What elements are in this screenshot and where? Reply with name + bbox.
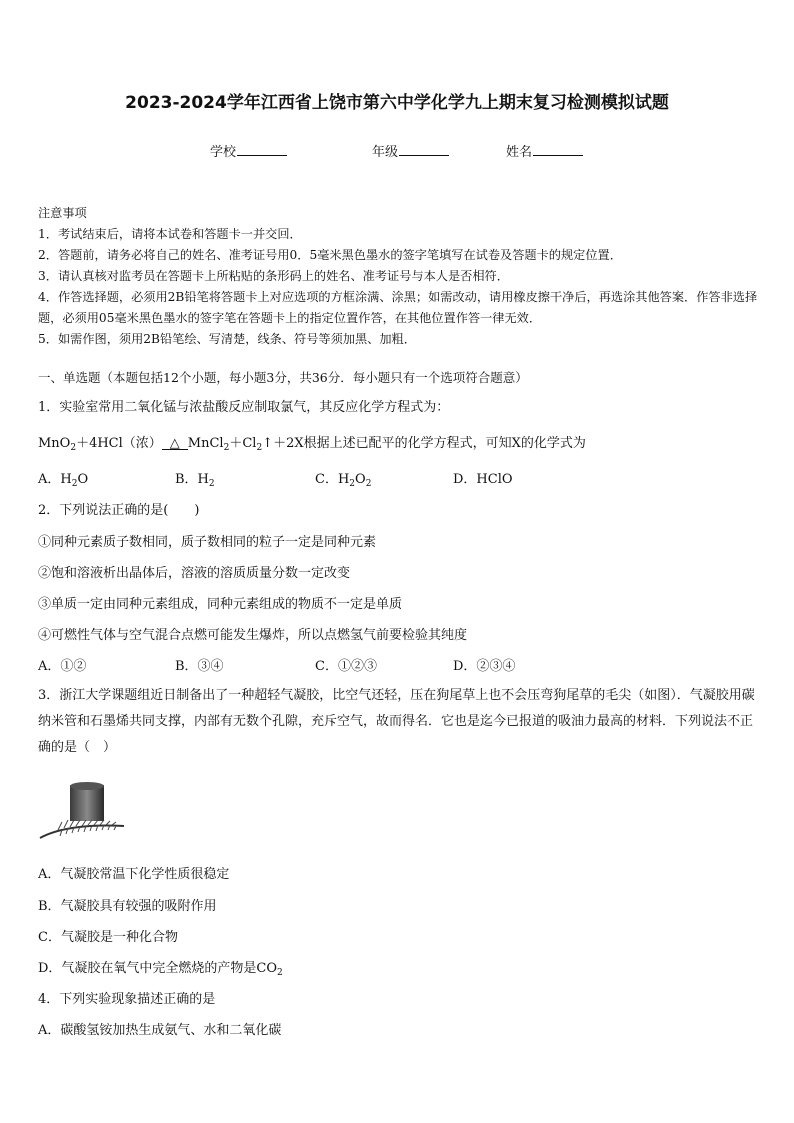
aerogel-illustration [38,780,128,848]
q1-equation [38,432,762,451]
grade-label: 年级 [372,145,399,160]
eq-sub: 2 [70,443,77,453]
q2-option-c[interactable]: C．①②③ [315,659,377,674]
q1-stem: 1．实验室常用二氧化锰与浓盐酸反应制取氯气，其反应化学方程式为： [38,400,450,415]
eq-mncl: MnCl [187,436,224,451]
eq-cl: ＋Cl [229,436,257,451]
q3-option-c[interactable]: C．气凝胶是一种化合物 [38,930,178,945]
q3-option-d[interactable]: D．气凝胶在氧气中完全燃烧的产物是$CO_2$ [38,961,283,978]
school-blank[interactable] [237,143,287,156]
grass-stem [40,826,124,839]
q3-option-a[interactable]: A．气凝胶常温下化学性质很稳定 [38,867,230,882]
eq-mno2: MnO [38,436,71,451]
aerogel-on-grass-image [38,780,128,852]
q2-option-a[interactable]: A．①② [38,659,87,674]
q2-option-d[interactable]: D．②③④ [453,659,516,674]
q4-stem: 4．下列实验现象描述正确的是 [38,992,216,1007]
q1-option-d[interactable]: D．HClO [453,472,513,487]
notice-item-5: 5．如需作图，须用2B铅笔绘、写清楚，线条、符号等须加黑、加粗． [38,332,416,346]
q1-option-c[interactable]: C．$H_2O_2$ [315,472,372,489]
grade-field[interactable] [372,141,449,160]
aerogel-top [70,782,104,790]
grade-blank[interactable] [399,143,449,156]
notice-heading: 注意事项 [38,206,87,220]
name-field[interactable] [506,141,583,160]
q1-option-b[interactable]: B．$H_2$ [175,472,215,489]
eq-sub: 2 [223,443,230,453]
q2-statement-1: ①同种元素质子数相同，质子数相同的粒子一定是同种元素 [38,535,377,550]
q1-option-a[interactable]: A．$H_2O$ [38,472,89,489]
name-label: 姓名 [506,145,533,160]
q2-stem: 2．下列说法正确的是( ) [38,503,200,518]
q2-option-b[interactable]: B．③④ [175,659,224,674]
aerogel-block [70,785,104,821]
notice-item-1: 1．考试结束后，请将本试卷和答题卡一并交回． [38,227,302,241]
eq-hcl: ＋4HCl（浓） [76,436,162,451]
heat-delta-icon: △ [162,436,188,451]
page-title: 2023-2024学年江西省上饶市第六中学化学九上期末复习检测模拟试题 [125,93,669,113]
q2-statement-4: ④可燃性气体与空气混合点燃可能发生爆炸，所以点燃氢气前要检验其纯度 [38,628,468,643]
school-field[interactable] [210,141,287,160]
q2-statement-3: ③单质一定由同种元素组成，同种元素组成的物质不一定是单质 [38,597,403,612]
q4-option-a[interactable]: A．碳酸氢铵加热生成氨气、水和二氧化碳 [38,1023,282,1038]
notice-section [38,203,762,350]
eq-sub: 2 [256,443,263,453]
section-heading: 一、单选题（本题包括12个小题，每小题3分，共36分．每小题只有一个选项符合题意） [38,370,528,385]
school-label: 学校 [210,145,237,160]
name-blank[interactable] [533,143,583,156]
notice-item-4: 4．作答选择题，必须用2B铅笔将答题卡上对应选项的方框涂满、涂黑；如需改动，请用橡皮擦干净后，再选涂其他答案．作答非选择题，必须用05毫米黑色墨水的签字笔在答题卡上的指定位置作答，在其他位置作答一律无效． [38,290,758,325]
q2-options [38,655,762,675]
notice-item-3: 3．请认真核对监考员在答题卡上所粘贴的条形码上的姓名、准考证号与本人是否相符． [38,269,509,283]
q1-options [38,468,762,488]
q3-stem: 3．浙江大学课题组近日制备出了一种超轻气凝胶，比空气还轻，压在狗尾草上也不会压弯狗尾草的毛尖（如图）．气凝胶用碳纳米管和石墨烯共同支撑，内部有无数个孔隙，充斥空气，故而得名．它也是迄今已报道的吸油力最高的材料．下列说法不正确的是（ ） [38,688,755,755]
eq-rest: ↑＋2X根据上述已配平的化学方程式，可知X的化学式为 [262,436,586,451]
notice-item-2: 2．答题前，请务必将自己的姓名、准考证号用0．5毫米黑色墨水的签字笔填写在试卷及答题卡的规定位置． [38,248,622,262]
q2-statement-2: ②饱和溶液析出晶体后，溶液的溶质质量分数一定改变 [38,566,351,581]
q3-option-b[interactable]: B．气凝胶具有较强的吸附作用 [38,899,217,914]
